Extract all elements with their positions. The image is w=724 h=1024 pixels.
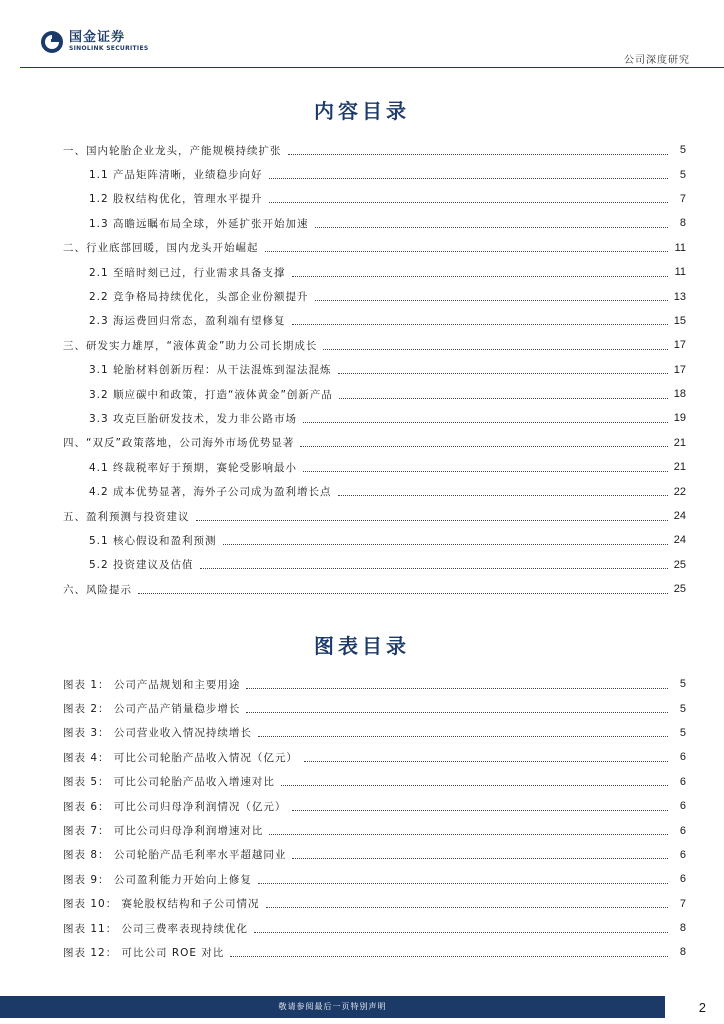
figure-entry-page-number: 5 — [679, 726, 686, 739]
dot-leader — [281, 775, 668, 786]
figure-entry[interactable] — [63, 672, 686, 696]
dot-leader — [269, 192, 668, 203]
dot-leader — [266, 897, 668, 908]
toc-entry-page-number: 5 — [679, 168, 686, 181]
toc-entry[interactable] — [63, 431, 686, 455]
figure-entry-page-number: 5 — [679, 702, 686, 715]
toc-entry-label: 1.1 产品矩阵清晰，业绩稳步向好 — [89, 169, 263, 182]
toc-entry-label: 3.3 攻克巨胎研发技术，发力非公路市场 — [89, 412, 298, 425]
toc-entry-page-number: 18 — [673, 388, 686, 401]
toc-entry[interactable] — [63, 382, 686, 406]
page-number: 2 — [698, 1000, 706, 1015]
toc-entry[interactable] — [63, 236, 686, 260]
page-footer — [0, 996, 724, 1024]
toc-entry-label: 3.2 顺应碳中和政策，打造“液体黄金”创新产品 — [89, 388, 333, 401]
figure-list — [63, 672, 686, 965]
toc-entry[interactable] — [63, 187, 686, 211]
table-of-contents — [63, 138, 686, 601]
figure-entry[interactable] — [63, 696, 686, 720]
logo-cn-text: 国金证券 — [69, 30, 126, 45]
toc-entry[interactable] — [63, 162, 686, 186]
toc-entry-label: 1.3 高瞻远瞩布局全球，外延扩张开始加速 — [89, 217, 309, 230]
toc-entry-label: 四、“双反”政策落地，公司海外市场优势显著 — [63, 437, 295, 450]
toc-entry-label: 2.1 至暗时刻已过，行业需求具备支撑 — [89, 266, 286, 279]
sinolink-logo — [40, 30, 148, 54]
figure-entry-label: 图表 8： 公司轮胎产品毛利率水平超越同业 — [63, 849, 287, 862]
toc-entry-label: 2.3 海运费回归常态，盈利端有望修复 — [89, 315, 286, 328]
toc-entry-page-number: 25 — [673, 558, 686, 571]
figure-entry-label: 图表 2： 公司产品产销量稳步增长 — [63, 703, 241, 716]
figure-entry-page-number: 6 — [679, 775, 686, 788]
dot-leader — [258, 873, 668, 884]
dot-leader — [338, 363, 668, 374]
dot-leader — [269, 168, 668, 179]
toc-entry-label: 六、风险提示 — [63, 583, 132, 596]
toc-entry-page-number: 19 — [673, 412, 686, 425]
figure-entry[interactable] — [63, 940, 686, 964]
toc-entry[interactable] — [63, 260, 686, 284]
toc-entry[interactable] — [63, 211, 686, 235]
toc-entry[interactable] — [63, 577, 686, 601]
toc-entry-label: 三、研发实力雄厚，“液体黄金”助力公司长期成长 — [63, 339, 318, 352]
dot-leader — [230, 946, 668, 957]
figure-entry-label: 图表 4： 可比公司轮胎产品收入情况（亿元） — [63, 751, 298, 764]
toc-entry-page-number: 21 — [673, 436, 686, 449]
toc-entry-page-number: 7 — [679, 192, 686, 205]
figure-entry[interactable] — [63, 770, 686, 794]
toc-entry-page-number: 13 — [673, 290, 686, 303]
toc-entry[interactable] — [63, 284, 686, 308]
dot-leader — [315, 217, 668, 228]
dot-leader — [200, 558, 668, 569]
figure-entry-label: 图表 12： 可比公司 ROE 对比 — [63, 946, 225, 959]
toc-entry-label: 5.2 投资建议及估值 — [89, 559, 194, 572]
dot-leader — [339, 388, 668, 399]
figure-entry-label: 图表 5： 可比公司轮胎产品收入增速对比 — [63, 776, 275, 789]
dot-leader — [292, 848, 668, 859]
figure-entry-label: 图表 3： 公司营业收入情况持续增长 — [63, 727, 252, 740]
dot-leader — [292, 314, 668, 325]
figure-entry-page-number: 6 — [679, 873, 686, 886]
footer-disclaimer: 敬请参阅最后一页特别声明 — [278, 1002, 387, 1011]
dot-leader — [303, 461, 668, 472]
figure-entry[interactable] — [63, 843, 686, 867]
figure-entry[interactable] — [63, 794, 686, 818]
toc-entry-page-number: 24 — [673, 534, 686, 547]
dot-leader — [196, 510, 669, 521]
toc-entry-label: 2.2 竞争格局持续优化，头部企业份额提升 — [89, 291, 309, 304]
figure-entry-label: 图表 11： 公司三费率表现持续优化 — [63, 922, 249, 935]
figure-entry[interactable] — [63, 867, 686, 891]
figure-entry[interactable] — [63, 892, 686, 916]
dot-leader — [338, 485, 668, 496]
toc-entry[interactable] — [63, 406, 686, 430]
page-header — [0, 0, 724, 72]
header-divider — [20, 67, 724, 68]
dot-leader — [246, 678, 668, 689]
toc-entry-page-number: 8 — [679, 217, 686, 230]
figure-entry[interactable] — [63, 818, 686, 842]
figure-entry-label: 图表 9： 公司盈利能力开始向上修复 — [63, 873, 252, 886]
toc-entry[interactable] — [63, 455, 686, 479]
dot-leader — [300, 436, 668, 447]
toc-entry-page-number: 5 — [679, 144, 686, 157]
figure-list-title: 图表目录 — [314, 634, 410, 658]
dot-leader — [292, 800, 668, 811]
dot-leader — [288, 144, 669, 155]
figure-entry-page-number: 6 — [679, 751, 686, 764]
figure-entry[interactable] — [63, 721, 686, 745]
figure-entry-label: 图表 1： 公司产品规划和主要用途 — [63, 678, 241, 691]
toc-entry-label: 五、盈利预测与投资建议 — [63, 510, 190, 523]
toc-title: 内容目录 — [314, 99, 410, 123]
toc-entry-page-number: 11 — [674, 241, 686, 254]
figure-entry-label: 图表 7： 可比公司归母净利润增速对比 — [63, 825, 264, 838]
toc-entry[interactable] — [63, 309, 686, 333]
toc-entry-page-number: 17 — [673, 339, 686, 352]
toc-entry-label: 1.2 股权结构优化，管理水平提升 — [89, 193, 263, 206]
toc-entry[interactable] — [63, 333, 686, 357]
toc-entry-label: 3.1 轮胎材料创新历程：从干法混炼到湿法混炼 — [89, 364, 332, 377]
sinolink-logo-icon — [40, 30, 64, 54]
toc-entry-page-number: 15 — [673, 314, 686, 327]
toc-entry-label: 一、国内轮胎企业龙头，产能规模持续扩张 — [63, 144, 282, 157]
report-type: 公司深度研究 — [624, 55, 690, 66]
dot-leader — [138, 583, 668, 594]
toc-entry-label: 4.1 终裁税率好于预期，赛轮受影响最小 — [89, 461, 298, 474]
dot-leader — [265, 241, 669, 252]
toc-entry[interactable] — [63, 504, 686, 528]
figure-entry-page-number: 8 — [679, 922, 686, 935]
toc-entry[interactable] — [63, 553, 686, 577]
toc-entry-label: 4.2 成本优势显著，海外子公司成为盈利增长点 — [89, 486, 332, 499]
dot-leader — [303, 412, 668, 423]
dot-leader — [269, 824, 668, 835]
figure-entry-label: 图表 6： 可比公司归母净利润情况（亿元） — [63, 800, 287, 813]
figure-entry-page-number: 6 — [679, 824, 686, 837]
figure-entry-page-number: 5 — [679, 678, 686, 691]
toc-entry-page-number: 22 — [673, 485, 686, 498]
figure-entry-page-number: 6 — [679, 848, 686, 861]
toc-entry[interactable] — [63, 358, 686, 382]
dot-leader — [315, 290, 668, 301]
dot-leader — [254, 922, 668, 933]
figure-entry-page-number: 8 — [679, 946, 686, 959]
toc-entry-page-number: 21 — [673, 461, 686, 474]
figure-entry-label: 图表 10： 赛轮股权结构和子公司情况 — [63, 898, 260, 911]
figure-entry[interactable] — [63, 745, 686, 769]
figure-entry-page-number: 7 — [679, 897, 686, 910]
logo-en-text: SINOLINK SECURITIES — [69, 45, 149, 52]
toc-entry-label: 二、行业底部回暖，国内龙头开始崛起 — [63, 242, 259, 255]
toc-entry-label: 5.1 核心假设和盈利预测 — [89, 534, 217, 547]
dot-leader — [323, 339, 668, 350]
dot-leader — [223, 534, 668, 545]
dot-leader — [304, 751, 668, 762]
dot-leader — [258, 726, 668, 737]
toc-entry-page-number: 17 — [673, 363, 686, 376]
toc-entry[interactable] — [63, 479, 686, 503]
toc-entry[interactable] — [63, 138, 686, 162]
dot-leader — [246, 702, 668, 713]
figure-entry[interactable] — [63, 916, 686, 940]
toc-entry-page-number: 24 — [673, 510, 686, 523]
dot-leader — [292, 266, 668, 277]
toc-entry[interactable] — [63, 528, 686, 552]
toc-entry-page-number: 25 — [673, 583, 686, 596]
toc-entry-page-number: 11 — [674, 266, 686, 279]
figure-entry-page-number: 6 — [679, 800, 686, 813]
